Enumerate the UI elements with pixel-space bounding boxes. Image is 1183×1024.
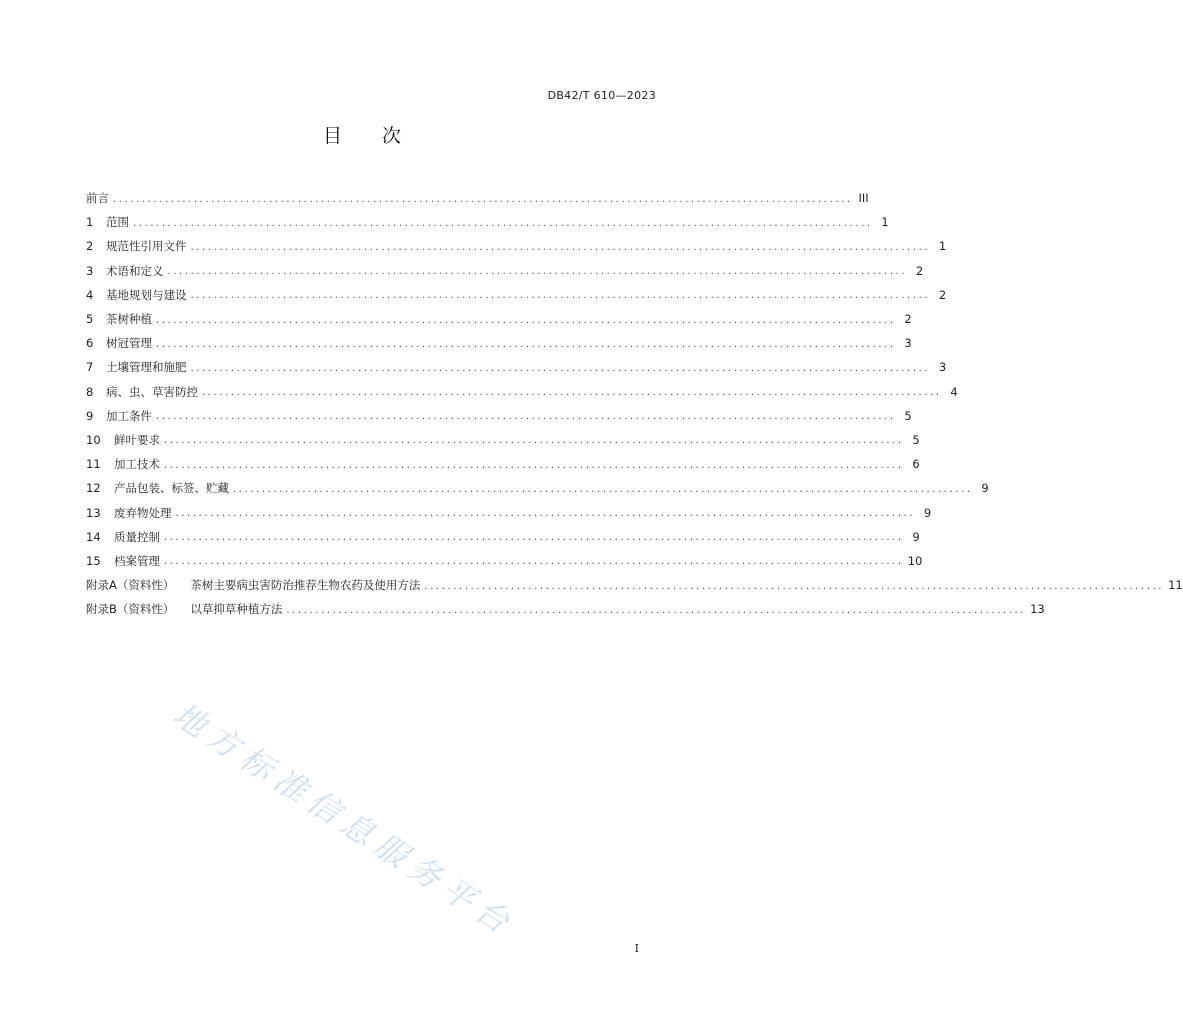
toc-entry-label: 土壤管理和施肥 [106,360,187,375]
toc-entry-label: 茶树主要病虫害防治推荐生物农药及使用方法 [190,578,421,593]
toc-entry-foreword[interactable] [86,186,869,210]
dot-leader: ................................................................................................................................ [156,338,896,350]
dot-leader: ................................................................................................................................ [156,411,896,423]
dot-leader: ................................................................................................................................ [424,580,1165,592]
toc-entry-label: 规范性引用文件 [106,239,187,254]
title-char-1: 目 [322,125,342,147]
toc-entry-page: 3 [938,360,947,375]
appendix-prefix: 附录B（资料性） [86,602,175,617]
toc-entry-number: 1 [86,215,94,230]
dot-leader: ................................................................................................................................ [164,532,904,544]
toc-entry[interactable] [86,307,912,331]
toc-entry-label: 以草抑草种植方法 [190,602,283,617]
toc-entry-page: 6 [912,457,920,472]
toc-entry-number: 11 [86,457,101,472]
dot-leader: ................................................................................................................................ [190,362,931,374]
toc-entry-appendix-a[interactable] [86,573,1183,597]
toc-entry[interactable] [86,234,947,258]
dot-leader: ................................................................................................................................ [190,290,931,302]
appendix-prefix: 附录A（资料性） [86,578,175,593]
toc-entry-page: 2 [904,312,912,327]
title-char-2: 次 [382,125,402,147]
dot-leader: ................................................................................................................................ [233,483,973,495]
toc-entry-page: 3 [904,336,912,351]
toc-entry-label: 档案管理 [114,553,160,568]
toc-entry-label: 加工技术 [114,457,160,472]
toc-entry-number: 12 [86,481,101,496]
toc-entry[interactable] [86,210,889,234]
table-of-contents [86,186,1183,621]
toc-entry-number: 7 [86,360,94,375]
toc-entry-appendix-b[interactable] [86,597,1045,621]
dot-leader: ................................................................................................................................ [175,508,916,520]
toc-entry-page: 5 [912,432,920,447]
toc-entry-label: 树冠管理 [106,336,152,351]
toc-entry-number: 5 [86,312,94,327]
toc-entry-number: 8 [86,384,94,399]
toc-entry-page: 5 [904,408,912,423]
toc-entry[interactable] [86,283,947,307]
dot-leader: ................................................................................................................................ [202,387,942,399]
page-folio: I [634,942,639,955]
toc-entry[interactable] [86,525,920,549]
toc-entry[interactable] [86,259,924,283]
toc-entry-page: 1 [938,239,947,254]
toc-entry-number: 3 [86,263,94,278]
toc-entry[interactable] [86,404,912,428]
toc-entry[interactable] [86,428,920,452]
dot-leader: ................................................................................................................................ [190,241,931,253]
toc-entry-page: 9 [923,505,932,520]
toc-entry-number: 10 [86,432,101,447]
toc-entry[interactable] [86,476,989,500]
toc-entry-number: 9 [86,408,94,423]
dot-leader: ................................................................................................................................ [167,266,908,278]
toc-entry-page: 4 [950,384,958,399]
toc-entry-label: 基地规划与建设 [106,287,187,302]
dot-leader: ................................................................................................................................ [164,435,904,447]
toc-entry-label: 范围 [106,215,129,230]
toc-entry-page: 13 [1030,602,1045,617]
dot-leader: ................................................................................................................................ [164,556,904,568]
toc-entry[interactable] [86,500,932,524]
toc-entry-page: 9 [981,481,989,496]
document-id: DB42/T 610—2023 [547,89,656,102]
toc-entry[interactable] [86,380,958,404]
dot-leader: ................................................................................................................................ [286,604,1027,616]
toc-entry-number: 2 [86,239,94,254]
toc-entry[interactable] [86,452,920,476]
toc-entry-number: 13 [86,505,101,520]
watermark: 地方标准信息服务平台 [166,695,523,945]
toc-entry-label: 质量控制 [114,529,160,544]
toc-entry-number: 6 [86,336,94,351]
toc-entry-page: 11 [1168,578,1183,593]
toc-entry-label: 前言 [86,191,109,206]
toc-entry-page: 9 [912,529,920,544]
toc-entry-label: 废弃物处理 [114,505,172,520]
toc-entry[interactable] [86,549,923,573]
toc-entry[interactable] [86,331,912,355]
toc-entry-label: 病、虫、草害防控 [106,384,198,399]
dot-leader: ................................................................................................................................ [156,314,896,326]
dot-leader: ................................................................................................................................ [164,459,904,471]
dot-leader: ................................................................................................................................ [113,193,853,205]
toc-entry-label: 茶树种植 [106,312,152,327]
dot-leader: ................................................................................................................................ [133,217,873,229]
toc-entry-page: 10 [907,553,923,568]
toc-entry-page: 2 [938,287,947,302]
page-title [0,121,724,148]
toc-entry-number: 4 [86,287,94,302]
toc-entry-number: 15 [86,553,101,568]
toc-entry-label: 鲜叶要求 [114,432,160,447]
toc-entry-page: 1 [881,215,889,230]
toc-entry[interactable] [86,355,947,379]
toc-entry-page: III [858,191,869,206]
toc-entry-number: 14 [86,529,101,544]
toc-entry-label: 产品包装、标签、贮藏 [114,481,229,496]
toc-entry-label: 加工条件 [106,408,152,423]
toc-entry-page: 2 [915,263,924,278]
toc-entry-label: 术语和定义 [106,263,164,278]
